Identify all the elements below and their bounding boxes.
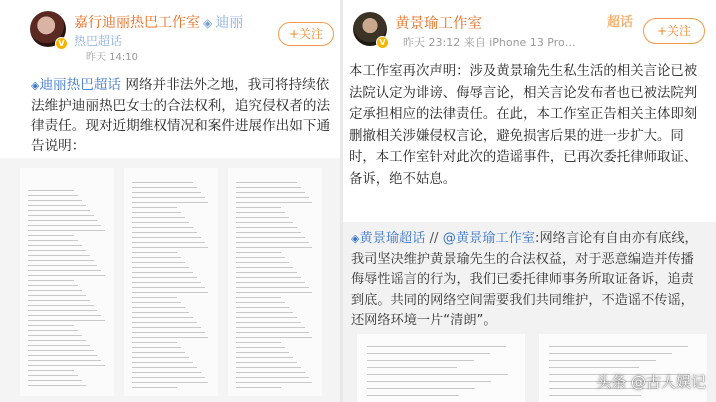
account-name[interactable]: 黄景瑜工作室 <box>395 16 482 32</box>
document-text-line <box>28 225 101 226</box>
quoted-body: :网络言论有自由亦有底线，我司坚决维护黄景瑜先生的合法权益，对于恶意编造并传播侮辱性谣言的行为，我们已委托律师事务所取证备诉，追责到底。共同的网络空间需要我们共同维护，不造谣不传谣，还网络环境一片“清朗”。 <box>351 231 698 328</box>
document-text-line <box>236 242 309 243</box>
document-text-line <box>236 222 293 223</box>
document-text-line <box>28 200 82 201</box>
document-text-line <box>236 317 297 318</box>
document-text-line <box>28 370 74 371</box>
document-image[interactable] <box>124 168 218 396</box>
document-text-line <box>236 232 301 233</box>
document-text-line <box>367 388 475 389</box>
document-text-line <box>132 182 193 183</box>
document-text-line <box>132 262 185 263</box>
document-text-line <box>132 357 189 358</box>
document-text-line <box>28 355 97 356</box>
document-text-line <box>28 240 78 241</box>
attached-documents <box>0 158 340 402</box>
document-text-line <box>549 367 639 368</box>
document-text-line <box>132 272 193 273</box>
document-text-line <box>236 307 289 308</box>
document-image[interactable] <box>357 334 525 402</box>
document-text-line <box>28 365 105 366</box>
supertopic-watermark: 超话 <box>607 15 634 30</box>
post-time: 昨天 14:10 <box>86 52 138 63</box>
document-text-line <box>549 346 688 347</box>
document-text-line <box>236 322 301 323</box>
document-text-line <box>132 352 185 353</box>
verified-badge-icon: V <box>55 37 68 50</box>
repost-separator: // <box>425 231 443 246</box>
document-text-line <box>132 227 193 228</box>
document-text-line <box>236 382 312 383</box>
document-text-line <box>28 235 74 236</box>
document-text-line <box>132 282 201 283</box>
document-text-line <box>132 277 197 278</box>
document-text-line <box>28 335 82 336</box>
document-text-line <box>28 320 105 321</box>
document-text-line <box>132 197 205 198</box>
document-text-line <box>236 237 305 238</box>
document-text-line <box>367 353 490 354</box>
document-text-line <box>132 332 205 333</box>
document-text-line <box>236 332 309 333</box>
document-text-line <box>28 280 74 281</box>
post-text: 网络并非法外之地，我司将持续依法维护迪丽热巴女士的合法权利，追究侵权者的法律责任。现对近期维权情况和案件进展作出如下通告说明： <box>31 77 331 154</box>
document-text-line <box>236 197 309 198</box>
document-text-line <box>132 192 201 193</box>
document-text-line <box>236 227 297 228</box>
document-text-line <box>236 282 305 283</box>
document-text-line <box>236 202 312 203</box>
document-text-line <box>132 317 193 318</box>
follow-button[interactable]: +关注 <box>643 18 705 44</box>
document-text-line <box>28 310 97 311</box>
post-body: 本工作室再次声明：涉及黄景瑜先生私生活的相关言论已被法院认定为诽谤、侮辱言论，相关言论发布者也已被法院判定承担相应的法律责任。在此，本工作室正告相关主体即刻删撤相关涉嫌侵权言论，避免损害后果的进一步扩大。同时，本工作室针对此次的造谣事件，已再次委托律师取证、备诉，绝不姑息。 <box>349 64 698 187</box>
document-text-line <box>132 327 201 328</box>
document-text-line <box>132 207 177 208</box>
document-text-line <box>132 257 181 258</box>
document-text-line <box>367 367 457 368</box>
document-text-line <box>236 277 301 278</box>
document-text-line <box>132 307 185 308</box>
right-weibo-post <box>340 0 716 402</box>
document-text-line <box>236 302 285 303</box>
document-text-line <box>132 292 208 293</box>
document-text-line <box>549 353 672 354</box>
document-text-line <box>132 387 177 388</box>
document-text-line <box>28 265 97 266</box>
document-text-line <box>28 325 74 326</box>
document-text-line <box>367 360 474 361</box>
document-text-line <box>28 385 86 386</box>
document-text-line <box>132 372 201 373</box>
document-text-line <box>132 202 208 203</box>
document-text-line <box>236 367 301 368</box>
document-text-line <box>132 297 177 298</box>
document-text-line <box>28 315 101 316</box>
quoted-text <box>351 229 703 332</box>
document-image[interactable] <box>20 168 114 396</box>
mention-link[interactable]: @黄景瑜工作室 <box>442 231 535 246</box>
document-text-line <box>132 362 193 363</box>
document-text-line <box>236 252 281 253</box>
document-text-line <box>236 272 297 273</box>
verified-badge-icon: V <box>376 36 389 49</box>
document-text-line <box>28 375 78 376</box>
document-text-line <box>132 222 189 223</box>
document-text-line <box>236 182 297 183</box>
document-text-line <box>367 381 491 382</box>
document-text-line <box>132 337 208 338</box>
document-text-line <box>28 260 94 261</box>
document-text-line <box>132 232 197 233</box>
document-text-line <box>236 377 309 378</box>
supertopic-label[interactable]: 热巴超话 <box>74 34 123 48</box>
document-text-line <box>28 350 94 351</box>
document-text-line <box>132 242 205 243</box>
document-text-line <box>28 275 105 276</box>
document-text-line <box>236 212 285 213</box>
document-text-line <box>28 305 94 306</box>
post-body <box>31 75 331 156</box>
document-text-line <box>28 290 82 291</box>
document-text-line <box>28 380 82 381</box>
document-text-line <box>236 362 297 363</box>
document-text-line <box>367 374 508 375</box>
supertopic-icon: ◈ <box>31 79 40 92</box>
document-text-line <box>28 190 74 191</box>
document-text-line <box>367 346 506 347</box>
document-text-line <box>236 312 293 313</box>
document-text-line <box>132 247 208 248</box>
document-text-line <box>132 312 189 313</box>
document-text-line <box>28 330 78 331</box>
document-text-line <box>28 255 90 256</box>
document-text-line <box>236 327 305 328</box>
document-text-line <box>28 195 78 196</box>
document-text-line <box>236 352 289 353</box>
document-text-line <box>28 285 78 286</box>
document-text-line <box>132 322 197 323</box>
document-text-line <box>28 345 90 346</box>
document-text-line <box>236 347 285 348</box>
document-text-line <box>28 360 101 361</box>
document-text-line <box>132 252 177 253</box>
document-text-line <box>132 267 189 268</box>
document-text-line <box>236 387 281 388</box>
left-weibo-post <box>0 0 340 402</box>
document-image[interactable] <box>228 168 322 396</box>
supertopic-icon: ◈ <box>203 16 213 30</box>
document-text-line <box>236 192 305 193</box>
document-text-line <box>132 302 181 303</box>
document-text-line <box>236 247 312 248</box>
document-text-line <box>549 395 641 396</box>
document-text-line <box>28 245 82 246</box>
source-watermark: 头条 @古人娱记 <box>596 373 706 391</box>
document-text-line <box>28 210 90 211</box>
document-text-line <box>28 230 105 231</box>
document-text-line <box>28 250 86 251</box>
document-text-line <box>236 262 289 263</box>
document-text-line <box>236 217 289 218</box>
document-text-line <box>132 217 185 218</box>
document-text-line <box>28 270 101 271</box>
document-text-line <box>28 220 97 221</box>
document-text-line <box>28 205 86 206</box>
topic-link[interactable]: 黄景瑜超话 <box>359 231 426 246</box>
document-text-line <box>236 257 285 258</box>
document-text-line <box>132 377 205 378</box>
follow-button[interactable]: +关注 <box>278 22 334 46</box>
document-text-line <box>367 395 459 396</box>
document-text-line <box>236 372 305 373</box>
document-text-line <box>236 187 301 188</box>
document-text-line <box>28 300 90 301</box>
document-text-line <box>236 267 293 268</box>
document-text-line <box>236 207 281 208</box>
document-text-line <box>236 297 281 298</box>
document-text-line <box>28 340 86 341</box>
document-text-line <box>236 287 309 288</box>
document-text-line <box>236 337 312 338</box>
account-name[interactable]: 嘉行迪丽热巴工作室 ◈ 迪丽 <box>74 15 244 31</box>
document-text-line <box>132 212 181 213</box>
document-text-line <box>132 342 177 343</box>
document-text-line <box>236 292 312 293</box>
document-text-line <box>132 347 181 348</box>
post-time-device: 昨天 23:12 来自 iPhone 13 Pro… <box>403 36 576 49</box>
document-text-line <box>132 187 197 188</box>
document-text-line <box>236 342 281 343</box>
document-text-line <box>132 382 208 383</box>
document-text-line <box>28 215 94 216</box>
topic-link[interactable]: 迪丽热巴超话 <box>39 77 122 93</box>
document-text-line <box>132 367 197 368</box>
document-text-line <box>132 287 205 288</box>
document-text-line <box>236 357 293 358</box>
document-text-line <box>549 360 656 361</box>
supertopic-icon: ◈ <box>351 232 360 245</box>
document-text-line <box>28 295 86 296</box>
document-text-line <box>132 237 201 238</box>
